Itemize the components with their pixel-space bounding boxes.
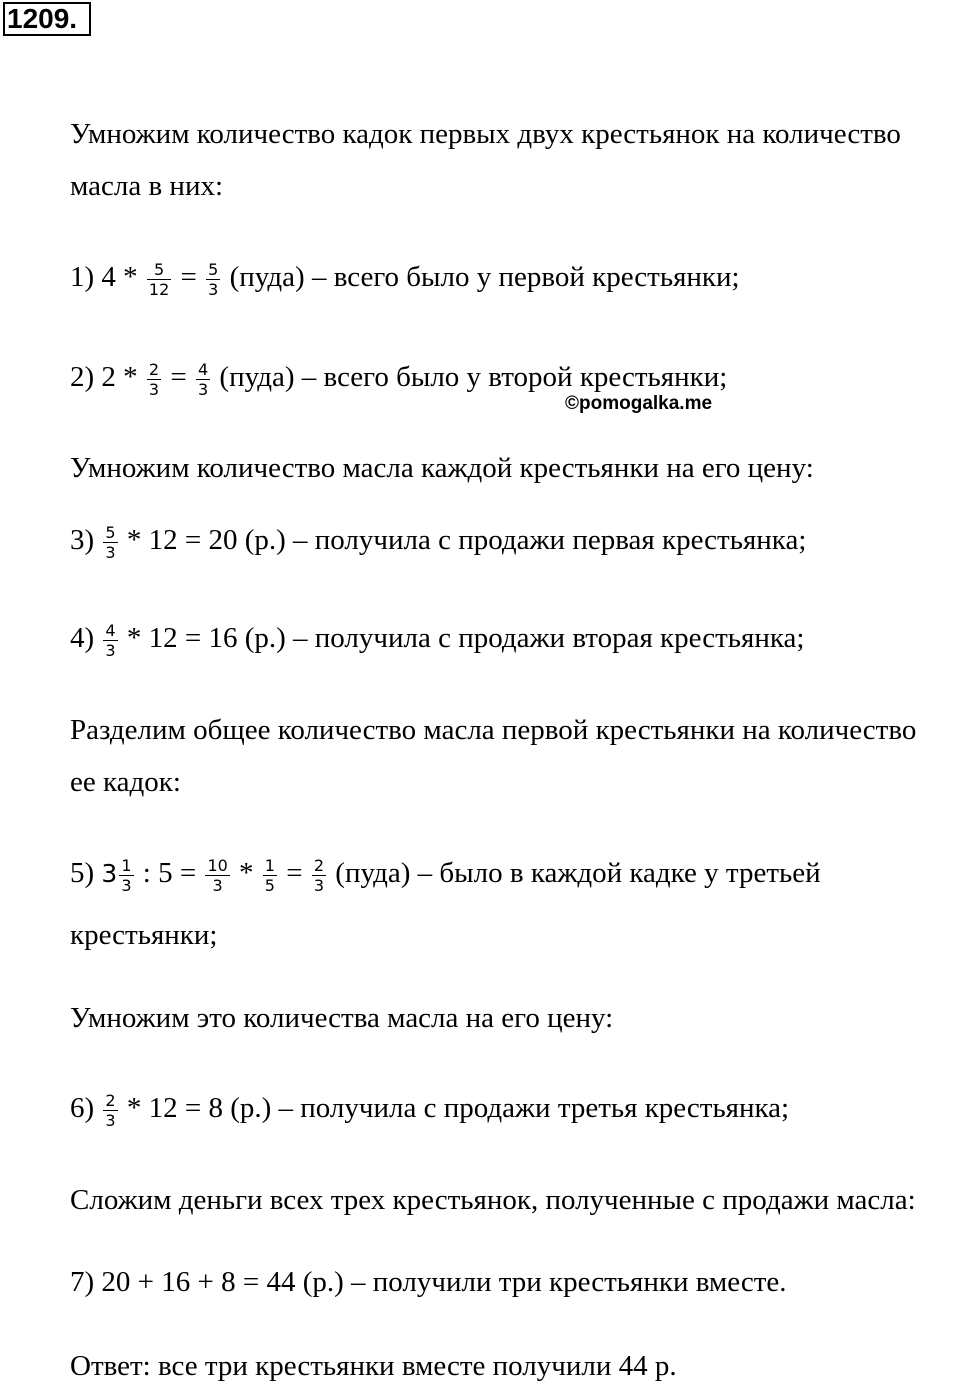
step-6 [70,1090,789,1130]
step-6-prefix: 6) [70,1092,102,1124]
step-5-line-2: крестьянки; [70,919,218,951]
problem-number: 1209. [3,2,91,36]
intro-line-1: Умножим количество кадок первых двух крестьянок на количество [70,118,901,150]
fraction: $\frac{10}{3}$ [207,855,228,895]
fraction: $\frac{4}{3}$ [105,620,116,660]
intro-4: Умножим это количества масла на его цену: [70,1002,614,1034]
intro-3-line-2: ее кадок: [70,766,181,798]
step-3 [70,522,806,562]
step-5-prefix: 5) [70,857,102,889]
step-7: 7) 20 + 16 + 8 = 44 (р.) – получили три крестьянки вместе. [70,1266,787,1298]
step-2-suffix: (пуда) – всего было у второй крестьянки; [212,361,728,393]
fraction: $\frac{1}{5}$ [264,855,275,895]
fraction: $\frac{4}{3}$ [197,359,209,399]
step-5-mid-3: = [278,857,310,889]
step-2-prefix: 2) 2 * [70,361,145,393]
intro-line-2: масла в них: [70,170,224,202]
step-5 [70,855,821,895]
step-5-mid-1: : 5 = [135,857,204,889]
step-3-suffix: * 12 = 20 (р.) – получила с продажи первая крестьянка; [119,524,807,556]
intro-2: Умножим количество масла каждой крестьянки на его цену: [70,452,814,484]
step-1 [70,259,740,299]
watermark: ©pomogalka.me [565,393,713,414]
fraction: $\frac{5}{3}$ [208,259,219,299]
fraction: $\frac{2}{3}$ [148,359,160,399]
fraction: $\frac{1}{3}$ [121,855,132,895]
step-6-suffix: * 12 = 8 (р.) – получила с продажи третья крестьянка; [119,1092,790,1124]
step-1-suffix: (пуда) – всего было у первой крестьянки; [222,261,740,293]
fraction: $\frac{5}{12}$ [148,259,170,299]
step-5-mid-2: * [231,857,261,889]
fraction: $\frac{5}{3}$ [105,522,116,562]
intro-5: Сложим деньги всех трех крестьянок, полученные с продажи масла: [70,1184,916,1216]
intro-3-line-1: Разделим общее количество масла первой крестьянки на количество [70,714,917,746]
fraction: $\frac{2}{3}$ [313,855,325,895]
step-1-prefix: 1) 4 * [70,261,145,293]
step-4 [70,620,804,660]
step-4-suffix: * 12 = 16 (р.) – получила с продажи вторая крестьянка; [119,622,805,654]
equals-sign: = [163,361,194,393]
step-5-suffix: (пуда) – было в каждой кадке у третьей [328,857,821,889]
equals-sign: = [173,261,205,293]
mixed-whole: 3 [101,859,118,888]
answer: Ответ: все три крестьянки вместе получили 44 р. [70,1350,677,1382]
step-3-prefix: 3) [70,524,102,556]
step-4-prefix: 4) [70,622,102,654]
fraction: $\frac{2}{3}$ [105,1090,116,1130]
